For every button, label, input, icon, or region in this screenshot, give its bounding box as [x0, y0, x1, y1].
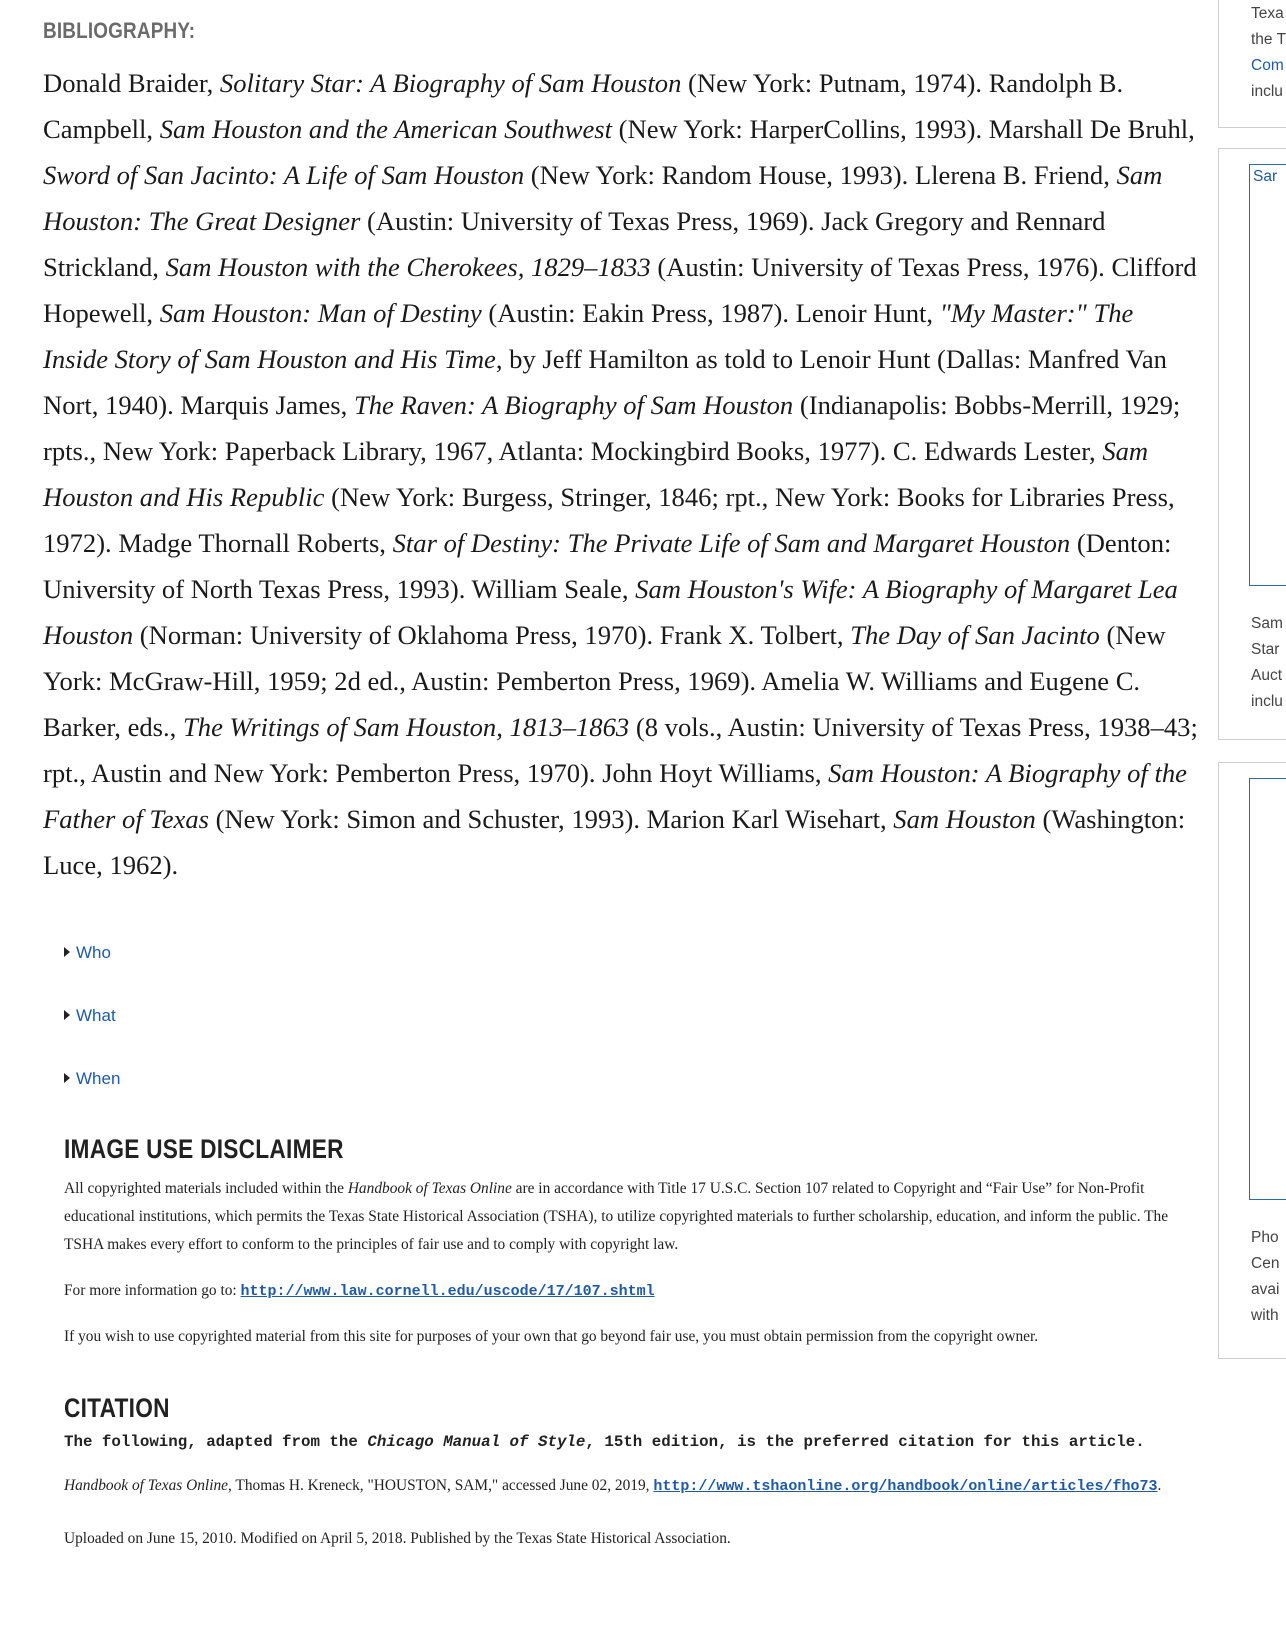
bibliography-segment: (Austin: University of Texas Press, 1969). Jack Gregory and Rennard Strickland,	[43, 206, 1106, 282]
triangle-right-icon	[64, 1010, 70, 1020]
image-alt-text: Sar	[1253, 168, 1278, 185]
citation-middle: , Thomas H. Kreneck, "HOUSTON, SAM," accessed June 02, 2019,	[228, 1477, 654, 1494]
sidebar-line: with	[1251, 1307, 1279, 1324]
book-title: The Writings of Sam Houston, 1813–1863	[182, 712, 630, 742]
sidebar-line: Star	[1251, 641, 1280, 658]
bibliography-segment: (Austin: University of Texas Press, 1976). Clifford Hopewell,	[43, 252, 1197, 328]
sidebar-line: Sam	[1251, 615, 1283, 632]
book-title: Sam Houston	[893, 804, 1036, 834]
book-title: Star of Destiny: The Private Life of Sam and Margaret Houston	[392, 528, 1071, 558]
sidebar-image-frame[interactable]	[1249, 164, 1286, 586]
bibliography-segment: (New York: Burgess, Stringer, 1846; rpt., New York: Books for Libraries Press, 1972). Madge Thornall Roberts,	[43, 482, 1175, 558]
citation-lead-text: , 15th edition, is the preferred citation for this article.	[585, 1433, 1145, 1451]
sidebar-line: Auct	[1251, 667, 1283, 684]
citation-lead-text: The following, adapted from the	[64, 1433, 368, 1451]
sidebar-line: avai	[1251, 1281, 1280, 1298]
bibliography-segment: (Washington: Luce, 1962).	[43, 804, 1186, 880]
citation-text	[64, 1477, 1274, 1495]
toggle-label: What	[76, 1006, 116, 1025]
book-title: Sam Houston: A Biography of the Father of Texas	[43, 758, 1187, 834]
book-title: Sam Houston's Wife: A Biography of Margaret Lea Houston	[43, 574, 1178, 650]
book-title: The Raven: A Biography of Sam Houston	[353, 390, 794, 420]
bibliography-segment: (Indianapolis: Bobbs-Merrill, 1929; rpts., New York: Paperback Library, 1967, Atlanta: Mockingbird Books, 1977). C. Edwards Lester,	[43, 390, 1181, 466]
book-title: "My Master:" The Inside Story of Sam Houston and His Time	[43, 298, 1134, 374]
sidebar-panel-2-text	[1251, 611, 1283, 715]
book-title: Sam Houston and the American Southwest	[159, 114, 613, 144]
sidebar-line: inclu	[1251, 83, 1283, 100]
book-title: Solitary Star: A Biography of Sam Houston	[219, 68, 682, 98]
cornell-link[interactable]: http://www.law.cornell.edu/uscode/17/107.shtml	[240, 1283, 655, 1300]
citation-end: .	[1157, 1477, 1162, 1494]
more-info-prefix: For more information go to:	[64, 1282, 241, 1299]
handbook-title: Handbook of Texas Online	[347, 1180, 512, 1197]
citation-lead	[64, 1433, 1145, 1451]
toggle-label: Who	[76, 943, 111, 962]
bibliography-heading: BIBLIOGRAPHY:	[43, 18, 196, 43]
style-manual-title: Chicago Manual of Style	[367, 1433, 586, 1451]
triangle-right-icon	[64, 1073, 70, 1083]
bibliography-segment: (Austin: Eakin Press, 1987). Lenoir Hunt,	[481, 298, 940, 328]
disclaimer-paragraph	[64, 1175, 1204, 1259]
toggle-label: When	[76, 1069, 121, 1088]
more-info-line	[64, 1282, 1204, 1300]
bibliography-segment: Donald Braider,	[43, 68, 220, 98]
book-title: Sam Houston with the Cherokees, 1829–1833	[165, 252, 651, 282]
article-link[interactable]: http://www.tshaonline.org/handbook/online/articles/fho73	[653, 1478, 1158, 1495]
toggle-what[interactable]	[64, 1006, 116, 1028]
sidebar-panel-3	[1218, 762, 1286, 1359]
bibliography-segment: (New York: McGraw-Hill, 1959; 2d ed., Austin: Pemberton Press, 1969). Amelia W. Williams and Eugene C. Barker, eds.,	[43, 620, 1166, 742]
bibliography-segment: (Denton: University of North Texas Press, 1993). William Seale,	[43, 528, 1172, 604]
book-title: Sword of San Jacinto: A Life of Sam Houston	[43, 160, 525, 190]
sidebar-panel-1-text	[1251, 1, 1286, 105]
bibliography-segment: (New York: Random House, 1993). Llerena B. Friend,	[524, 160, 1117, 190]
permission-note: If you wish to use copyrighted material from this site for purposes of your own that go beyond fair use, you must obtain permission from the copyright owner.	[64, 1328, 1039, 1345]
citation-heading: CITATION	[64, 1393, 170, 1423]
triangle-right-icon	[64, 947, 70, 957]
sidebar-image-frame[interactable]	[1249, 778, 1286, 1200]
sidebar-panel-3-text	[1251, 1225, 1279, 1329]
bibliography-segment: (8 vols., Austin: University of Texas Press, 1938–43; rpt., Austin and New York: Pemberton Press, 1970). John Hoyt Williams,	[43, 712, 1198, 788]
book-title: The Day of San Jacinto	[850, 620, 1100, 650]
bibliography-segment: , by Jeff Hamilton as told to Lenoir Hunt (Dallas: Manfred Van Nort, 1940). Marquis James,	[43, 344, 1167, 420]
sidebar-line: Texa	[1251, 5, 1284, 22]
book-title: Sam Houston: The Great Designer	[43, 160, 1163, 236]
bibliography-text	[43, 60, 1198, 888]
sidebar-line: inclu	[1251, 693, 1283, 710]
disclaimer-text: are in accordance with Title 17 U.S.C. Section 107 related to Copyright and “Fair Use” for Non-Profit educational institutions, which permits the Texas State Historical Association (TSHA), to utilize copyrighted materials to further scholarship, education, and inform the public. The TSHA makes every effort to conform to the principles of fair use and to comply with copyright law.	[64, 1180, 1169, 1253]
book-title: Sam Houston and His Republic	[43, 436, 1149, 512]
book-title: Sam Houston: Man of Destiny	[159, 298, 482, 328]
handbook-title: Handbook of Texas Online	[64, 1477, 229, 1494]
sidebar-panel-2	[1218, 148, 1286, 740]
toggle-who[interactable]	[64, 943, 111, 965]
bibliography-segment: (New York: HarperCollins, 1993). Marshall De Bruhl,	[612, 114, 1195, 144]
bibliography-segment: (New York: Putnam, 1974). Randolph B. Campbell,	[43, 68, 1124, 144]
disclaimer-heading: IMAGE USE DISCLAIMER	[64, 1134, 344, 1164]
toggle-when[interactable]	[64, 1069, 120, 1091]
disclaimer-text: All copyrighted materials included within the	[64, 1180, 348, 1197]
upload-info: Uploaded on June 15, 2010. Modified on April 5, 2018. Published by the Texas State Historical Association.	[64, 1530, 731, 1547]
sidebar-link[interactable]: Com	[1251, 57, 1284, 74]
sidebar-line: Cen	[1251, 1255, 1280, 1272]
right-sidebar	[1218, 0, 1286, 1640]
sidebar-panel-1	[1218, 0, 1286, 128]
sidebar-line: Pho	[1251, 1229, 1279, 1246]
bibliography-segment: (Norman: University of Oklahoma Press, 1970). Frank X. Tolbert,	[133, 620, 851, 650]
sidebar-line: the T	[1251, 31, 1286, 48]
bibliography-segment: (New York: Simon and Schuster, 1993). Marion Karl Wisehart,	[208, 804, 894, 834]
